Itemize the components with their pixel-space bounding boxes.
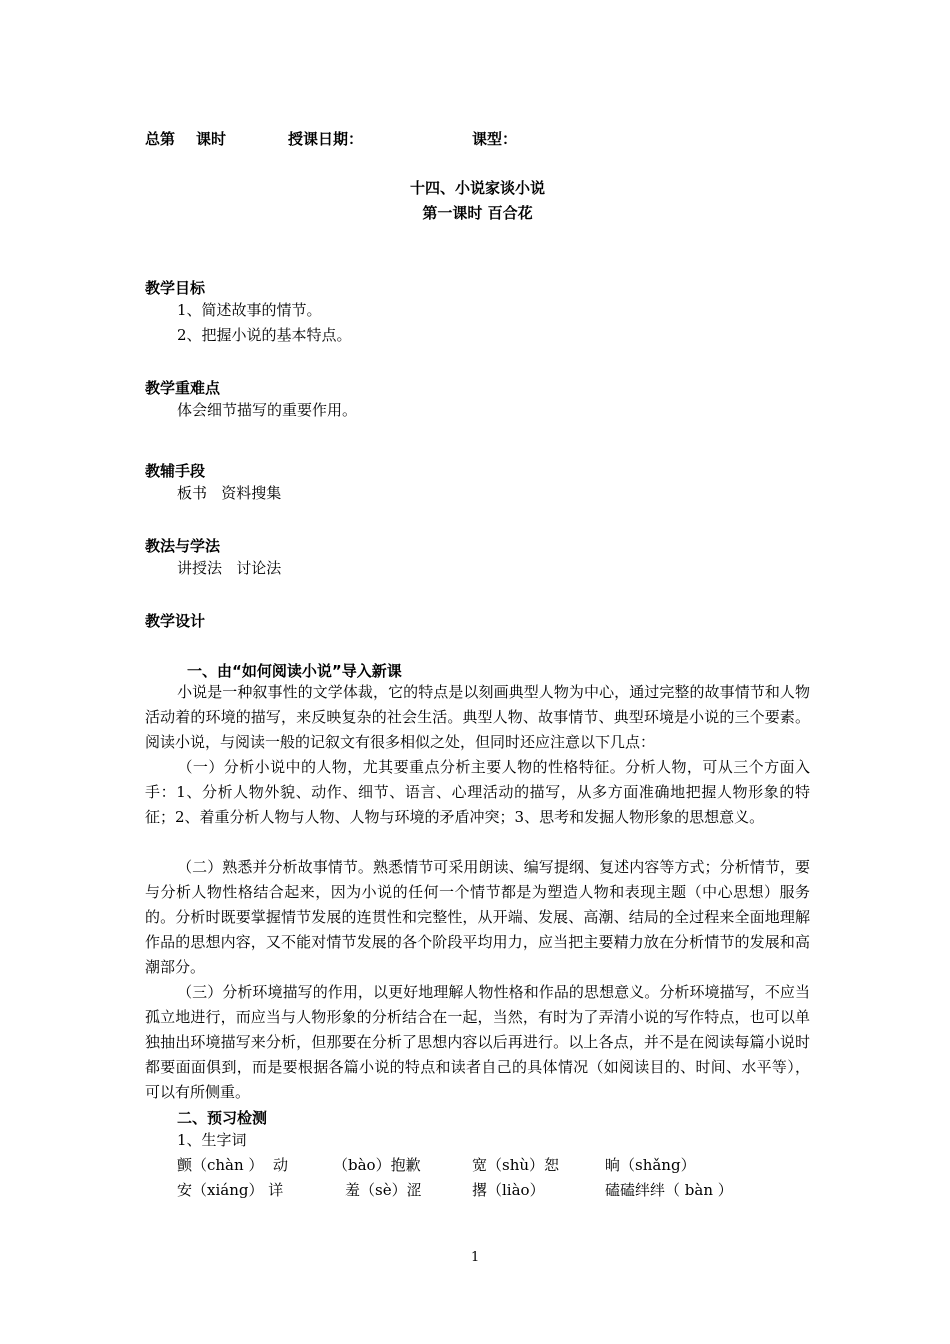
vocab-item: 晌（shǎng） xyxy=(605,1156,696,1174)
design-heading: 教学设计 xyxy=(145,612,206,630)
vocab-item: 宽（shù）恕 xyxy=(472,1156,560,1174)
vocab-item: 磕磕绊绊（ bàn ） xyxy=(605,1181,733,1199)
paragraph-characters xyxy=(145,755,810,830)
key-points-heading: 教学重难点 xyxy=(145,379,221,397)
goal-item: 2、把握小说的基本特点。 xyxy=(177,326,352,344)
aids-text: 板书 资料搜集 xyxy=(177,484,282,502)
aids-heading: 教辅手段 xyxy=(145,462,206,480)
goal-item: 1、简述故事的情节。 xyxy=(177,301,322,319)
vocab-item: 撂（liào） xyxy=(472,1181,545,1199)
part1-heading: 一、由“如何阅读小说”导入新课 xyxy=(187,662,402,680)
page-number: 1 xyxy=(471,1250,480,1265)
methods-text: 讲授法 讨论法 xyxy=(177,559,282,577)
vocab-item: 羞（sè）涩 xyxy=(345,1181,422,1199)
methods-heading: 教法与学法 xyxy=(145,537,221,555)
lesson-unit-label: 课时 xyxy=(196,130,227,148)
paragraph-environment-text: （三）分析环境描写的作用，以更好地理解人物性格和作品的思想意义。分析环境描写，不应当孤立地进行，而应当与人物形象的分析结合在一起，当然，有时为了弄清小说的写作特点，也可以单独抽出环境描写来分析，但那要在分析了思想内容以后再进行。以上各点，并不是在阅读每篇小说时都要面面俱到，而是要根据各篇小说的特点和读者自己的具体情况（如阅读目的、时间、水平等），可以有所侧重。 xyxy=(145,983,810,1101)
vocab-subheading: 1、生字词 xyxy=(177,1131,247,1149)
page-subtitle: 第一课时 百合花 xyxy=(422,204,533,222)
paragraph-plot-text: （二）熟悉并分析故事情节。熟悉情节可采用朗读、编写提纲、复述内容等方式；分析情节，要与分析人物性格结合起来，因为小说的任何一个情节都是为塑造人物和表现主题（中心思想）服务的。分析时既要掌握情节发展的连贯性和完整性，从开端、发展、高潮、结局的全过程来全面地理解作品的思想内容，又不能对情节发展的各个阶段平均用力，应当把主要精力放在分析情节的发展和高潮部分。 xyxy=(145,858,810,976)
date-label: 授课日期： xyxy=(288,130,364,148)
type-label: 课型： xyxy=(472,130,518,148)
lesson-total-label: 总第 xyxy=(145,130,176,148)
paragraph-characters-text: （一）分析小说中的人物，尤其要重点分析主要人物的性格特征。分析人物，可从三个方面入手：1、分析人物外貌、动作、细节、语言、心理活动的描写，从多方面准确地把握人物形象的特征；2、着重分析人物与人物、人物与环境的矛盾冲突；3、思考和发掘人物形象的思想意义。 xyxy=(145,758,810,826)
part2-heading: 二、预习检测 xyxy=(177,1109,268,1127)
paragraph-intro xyxy=(145,680,810,755)
paragraph-intro-text: 小说是一种叙事性的文学体裁，它的特点是以刻画典型人物为中心，通过完整的故事情节和人物活动着的环境的描写，来反映复杂的社会生活。典型人物、故事情节、典型环境是小说的三个要素。阅读小说，与阅读一般的记叙文有很多相似之处，但同时还应注意以下几点： xyxy=(145,683,810,751)
key-points-text: 体会细节描写的重要作用。 xyxy=(177,401,358,419)
goals-heading: 教学目标 xyxy=(145,279,206,297)
page-title: 十四、小说家谈小说 xyxy=(409,179,545,197)
vocab-item: （bào）抱歉 xyxy=(333,1156,421,1174)
vocab-item: 颤（chàn ） 动 xyxy=(177,1156,288,1174)
vocab-item: 安（xiáng） 详 xyxy=(177,1181,284,1199)
paragraph-plot xyxy=(145,855,810,980)
paragraph-environment xyxy=(145,980,810,1105)
